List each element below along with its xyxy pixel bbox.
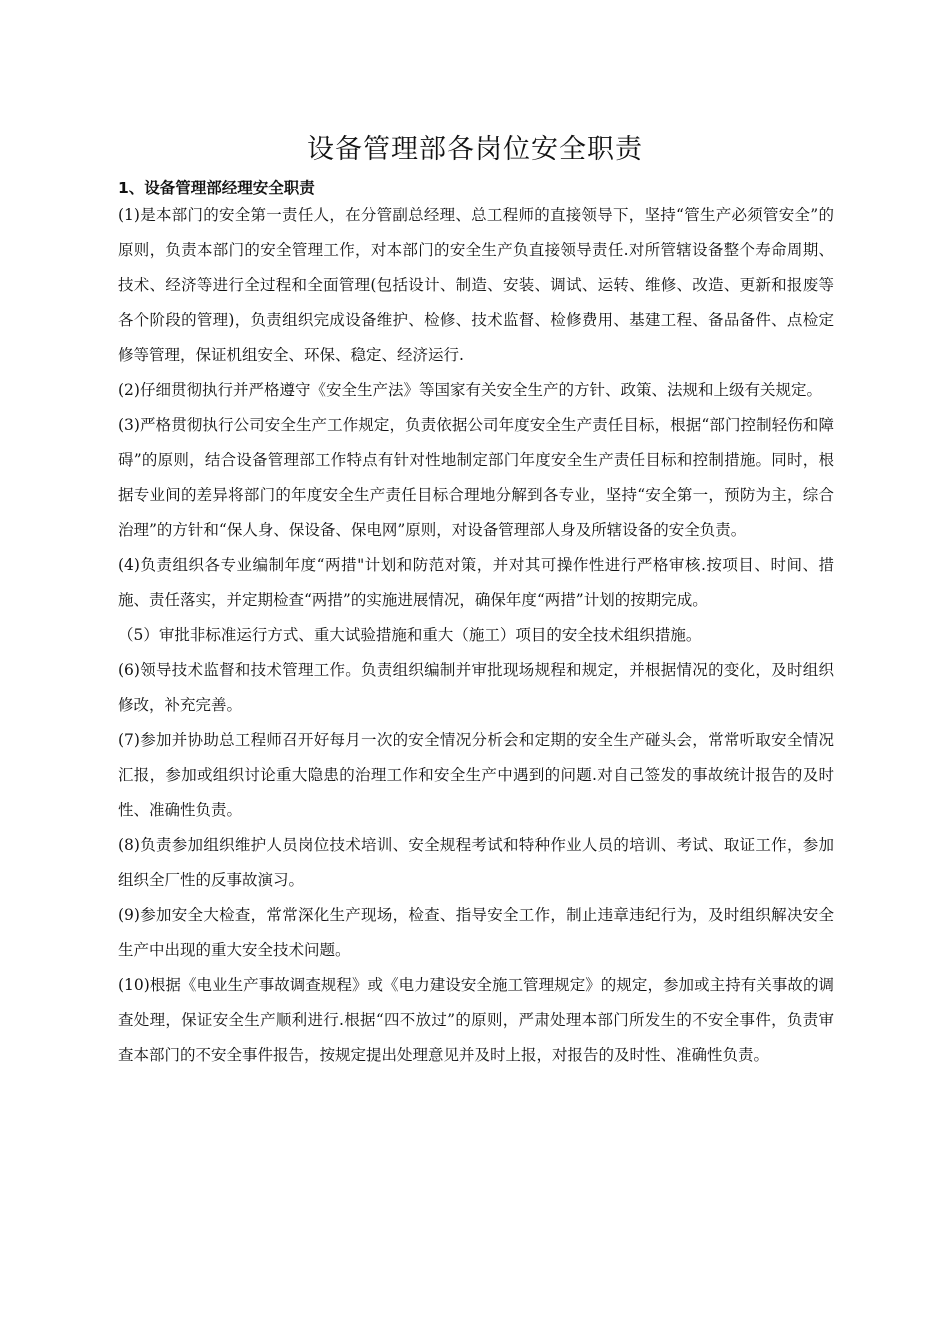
paragraph-2: (2)仔细贯彻执行并严格遵守《安全生产法》等国家有关安全生产的方针、政策、法规和上级有关规定。 [118,381,822,399]
document-title: 设备管理部各岗位安全职责 [307,134,643,165]
document-body [118,198,834,1073]
paragraph-4: (4)负责组织各专业编制年度“两措"计划和防范对策，并对其可操作性进行严格审核.按项目、时间、措施、责任落实，并定期检查“两措”的实施进展情况，确保年度“两措”计划的按期完成。 [118,556,834,609]
paragraph-9: (9)参加安全大检查，常常深化生产现场，检查、指导安全工作，制止违章违纪行为，及时组织解决安全生产中出现的重大安全技术问题。 [118,906,834,959]
paragraph-7: (7)参加并协助总工程师召开好每月一次的安全情况分析会和定期的安全生产碰头会，常常听取安全情况汇报，参加或组织讨论重大隐患的治理工作和安全生产中遇到的问题.对自己签发的事故统计报告的及时性、准确性负责。 [118,731,834,819]
paragraph-10: (10)根据《电业生产事故调查规程》或《电力建设安全施工管理规定》的规定，参加或主持有关事故的调查处理，保证安全生产顺利进行.根据“四不放过”的原则，严肃处理本部门所发生的不安全事件，负责审查本部门的不安全事件报告，按规定提出处理意见并及时上报，对报告的及时性、准确性负责。 [118,976,834,1064]
section-heading: 1、设备管理部经理安全职责 [118,179,315,197]
paragraph-8: (8)负责参加组织维护人员岗位技术培训、安全规程考试和特种作业人员的培训、考试、取证工作，参加组织全厂性的反事故演习。 [118,836,834,889]
paragraph-6: (6)领导技术监督和技术管理工作。负责组织编制并审批现场规程和规定，并根据情况的变化，及时组织修改，补充完善。 [118,661,834,714]
paragraph-1: (1)是本部门的安全第一责任人，在分管副总经理、总工程师的直接领导下，坚持“管生产必须管安全”的原则，负责本部门的安全管理工作，对本部门的安全生产负直接领导责任.对所管辖设备整个寿命周期、技术、经济等进行全过程和全面管理(包括设计、制造、安装、调试、运转、维修、改造、更新和报废等各个阶段的管理)，负责组织完成设备维护、检修、技术监督、检修费用、基建工程、备品备件、点检定修等管理，保证机组安全、环保、稳定、经济运行. [118,206,834,364]
paragraph-5: （5）审批非标准运行方式、重大试验措施和重大（施工）项目的安全技术组织措施。 [118,626,702,644]
paragraph-3: (3)严格贯彻执行公司安全生产工作规定，负责依据公司年度安全生产责任目标，根据“部门控制轻伤和障碍”的原则，结合设备管理部工作特点有针对性地制定部门年度安全生产责任目标和控制措施。同时，根据专业间的差异将部门的年度安全生产责任目标合理地分解到各专业，坚持“安全第一，预防为主，综合治理”的方针和“保人身、保设备、保电网”原则，对设备管理部人身及所辖设备的安全负责。 [118,416,834,539]
